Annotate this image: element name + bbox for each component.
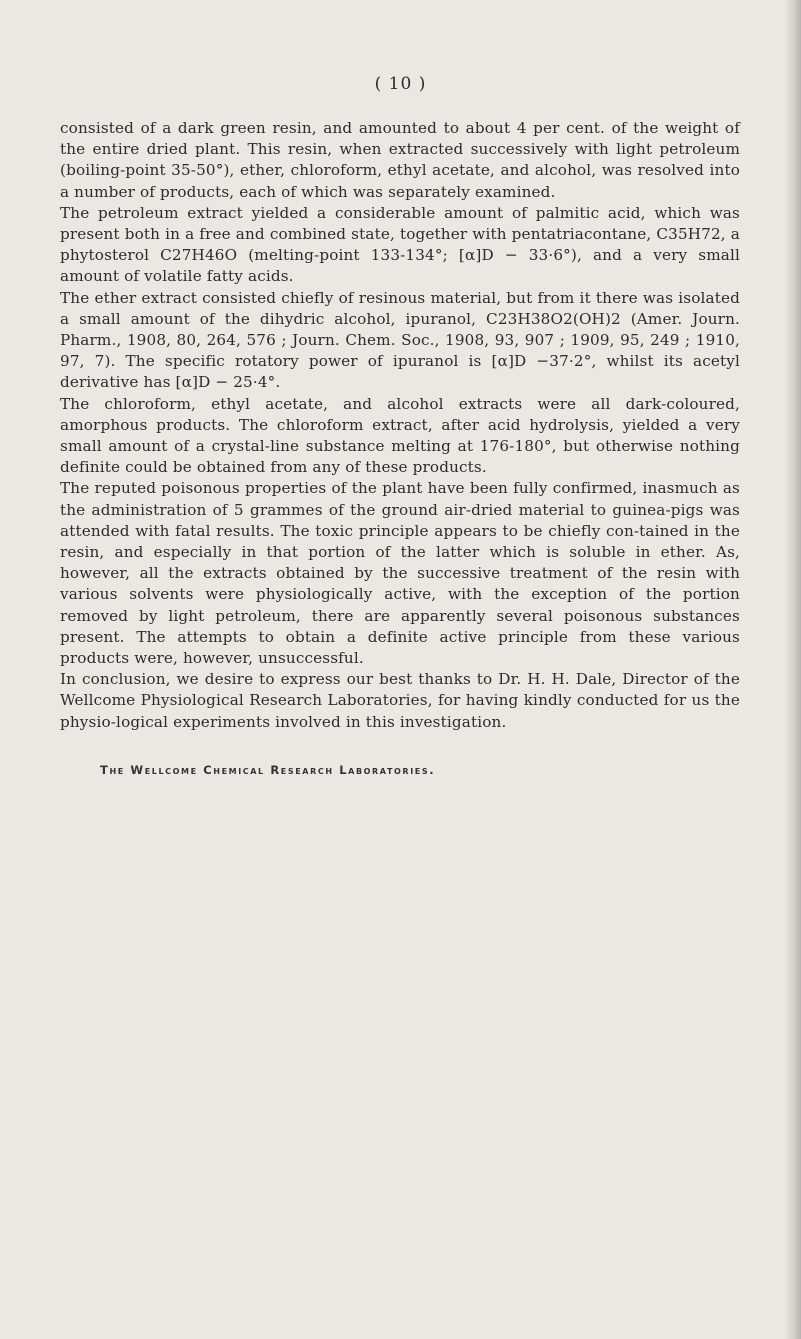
paragraph-poisonous-properties: The reputed poisonous properties of the plant have been fully confirmed, inasmuch as the administration of 5 grammes of the ground air-dried material to guinea-pigs was attended with fatal results. The toxic principle appears to be chiefly con-tained in the resin, and especially in that portion of the latter which is soluble in ether. As, however, all the extracts obtained by the successive treatment of the resin with various solvents were physiologically active, with the exception of the portion removed by light petroleum, there are apparently several poisonous substances present. The attempts to obtain a definite active principle from these various products were, however, unsuccessful. bbox=[60, 479, 740, 668]
page-number: ( 10 ) bbox=[374, 74, 427, 94]
laboratory-signature: The Wellcome Chemical Research Laboratories. bbox=[100, 763, 436, 777]
paragraph-resin-extraction: consisted of a dark green resin, and amounted to about 4 per cent. of the weight of the entire dried plant. This resin, when extracted successively with light petroleum (boiling-point 35-50°), ether, chloroform, ethyl acetate, and alcohol, was resolved into a number of products, each of which was separately examined. bbox=[60, 119, 740, 201]
paragraph-chloroform-extracts: The chloroform, ethyl acetate, and alcohol extracts were all dark-coloured, amorphous products. The chloroform extract, after acid hydrolysis, yielded a very small amount of a crystal-line substance melting at 176-180°, but otherwise nothing definite could be obtained from any of these products. bbox=[60, 394, 740, 477]
paragraph-conclusion: In conclusion, we desire to express our best thanks to Dr. H. H. Dale, Director of the Wellcome Physiological Research Laboratories, for having kindly conducted for us the physio-logical experiments involved in this investigation. bbox=[60, 670, 740, 731]
paragraph-ether-extract: The ether extract consisted chiefly of resinous material, but from it there was isolated a small amount of the dihydric alcohol, ipuranol, C23H38O2(OH)2 (Amer. Journ. Pharm., 1908, 80, 264, 576 ; Journ. Chem. Soc., 1908, 93, 907 ; 1909, 95, 249 ; 1910, 97, 7). The specific rotatory power of ipuranol is [α]D −37·2°, whilst its acetyl derivative has [α]D − 25·4°. bbox=[60, 288, 740, 392]
body-text bbox=[60, 118, 740, 733]
page-edge-shadow bbox=[783, 0, 801, 1339]
paragraph-petroleum-extract: The petroleum extract yielded a considerable amount of palmitic acid, which was present both in a free and combined state, together with pentatriacontane, C35H72, a phytosterol C27H46O (melting-point 133-134°; [α]D − 33·6°), and a very small amount of volatile fatty acids. bbox=[60, 203, 740, 286]
